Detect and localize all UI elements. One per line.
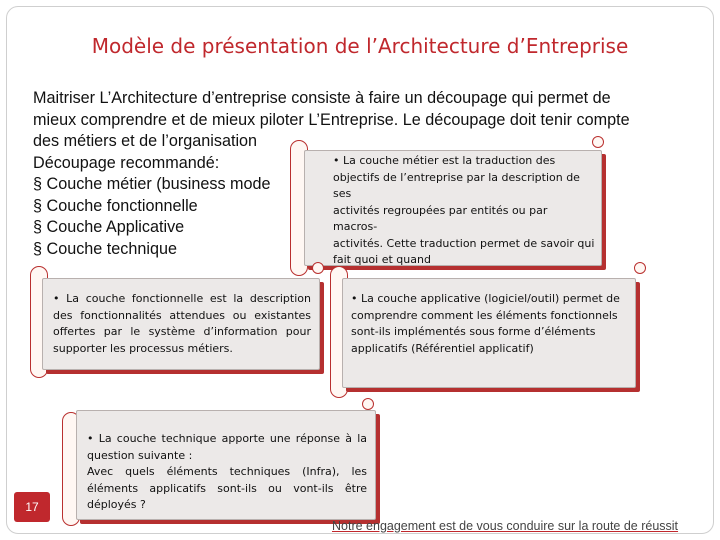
note-line: éléments applicatifs sont-ils ou vont-ils être: [87, 481, 367, 495]
note-couche-technique: [62, 398, 384, 528]
note-line: fait quoi et quand: [333, 253, 431, 266]
note-line: objectifs de l’entreprise par la description de ses: [333, 170, 580, 200]
note-line: applicatifs (Référentiel applicatif): [351, 341, 534, 355]
note-line: • La couche technique apporte une réponse à la: [87, 432, 367, 445]
scroll-curl: [634, 262, 646, 274]
footer-text: Notre engagement est de vous conduire sur la route de réussit: [332, 519, 679, 533]
slide-title: Modèle de présentation de l’Architecture d’Entreprise: [91, 34, 629, 58]
page-number: 17: [14, 492, 50, 522]
note-line: question suivante :: [87, 448, 193, 462]
body-line: Maitriser L’Architecture d’entreprise consiste à faire un découpage qui permet de: [33, 89, 611, 107]
note-couche-fonctionnelle: [30, 262, 330, 382]
note-line: déployés ?: [87, 498, 146, 511]
note-line: supporter les processus métiers.: [53, 341, 233, 355]
note-line: activités regroupées par entités ou par macros-: [333, 203, 548, 233]
note-line: activités. Cette traduction permet de savoir qui: [333, 236, 595, 250]
scroll-curl: [592, 136, 604, 148]
body-line: § Couche fonctionnelle: [33, 196, 198, 215]
note-line: offertes par le système d’information pour: [53, 325, 311, 338]
note-panel: [304, 150, 602, 266]
body-line: § Couche technique: [33, 239, 177, 258]
note-couche-applicative: [330, 262, 646, 402]
note-panel: [76, 410, 376, 520]
note-line: • La couche applicative (logiciel/outil) permet de: [351, 292, 620, 305]
scroll-curl: [312, 262, 324, 274]
note-panel: [342, 278, 636, 388]
body-line: Découpage recommandé:: [33, 153, 220, 172]
body-line: des métiers et de l’organisation: [33, 132, 258, 150]
note-panel: [42, 278, 320, 370]
body-line: mieux comprendre et de mieux piloter L’Entreprise. Le découpage doit tenir compte: [33, 110, 630, 129]
note-line: • La couche fonctionnelle est la description: [53, 292, 311, 305]
note-line: comprendre comment les éléments fonctionnels: [351, 308, 618, 322]
note-line: Avec quels éléments techniques (Infra), les: [87, 465, 367, 478]
body-line: § Couche Applicative: [33, 218, 185, 236]
note-line: des fonctionnalités attendues ou existantes: [53, 308, 311, 322]
note-couche-metier: [290, 138, 612, 278]
body-line: § Couche métier (business mode: [33, 175, 271, 193]
scroll-curl: [362, 398, 374, 410]
note-line: • La couche métier est la traduction des: [333, 154, 556, 167]
note-line: sont-ils implémentés sous forme d’éléments: [351, 325, 596, 338]
